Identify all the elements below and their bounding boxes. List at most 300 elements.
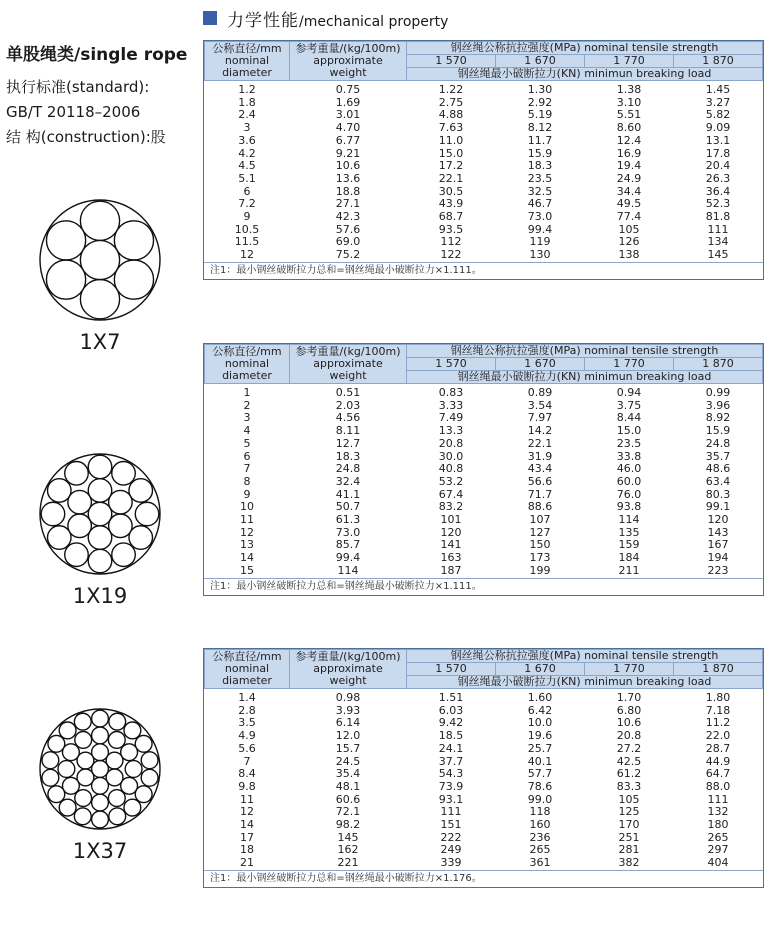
table-cell: 34.4 xyxy=(616,184,642,198)
table-cell: 4.88 xyxy=(438,108,464,122)
wire-shape xyxy=(46,221,85,260)
wire-shape xyxy=(42,752,59,769)
table-cell: 9.09 xyxy=(705,121,731,135)
table-cell: 2.4 xyxy=(238,108,256,122)
table-cell: 71.7 xyxy=(527,487,553,501)
table-cell: 6.14 xyxy=(335,716,361,730)
table-cell: 40.8 xyxy=(438,462,464,476)
wire-shape xyxy=(59,799,76,816)
table-cell: 6 xyxy=(243,184,251,198)
table-row xyxy=(205,173,763,186)
table-cell: 30.0 xyxy=(438,449,464,463)
table-cell: 2 xyxy=(243,398,251,412)
table-row xyxy=(205,501,763,514)
table-cell: 5.51 xyxy=(616,108,642,122)
table-cell: 64.7 xyxy=(705,767,731,781)
table-cell: 187 xyxy=(440,563,462,577)
table-cell: 3.10 xyxy=(616,95,642,109)
table-cell: 54.3 xyxy=(438,767,464,781)
table-row xyxy=(205,425,763,438)
table-cell: 236 xyxy=(529,830,551,844)
wire-shape xyxy=(88,549,112,573)
table-cell: 297 xyxy=(707,843,729,857)
table-cell: 98.2 xyxy=(335,818,361,832)
table-cell: 10.0 xyxy=(527,716,553,730)
table-cell: 5.6 xyxy=(238,741,256,755)
table-cell: 3 xyxy=(243,411,251,425)
table-cell: 8.44 xyxy=(616,411,642,425)
table-cell: 22.1 xyxy=(527,436,553,450)
table-cell: 5.82 xyxy=(705,108,731,122)
grade-header: 1 670 xyxy=(496,55,585,68)
weight-header: 参考重量/(kg/100m) approximate weight xyxy=(290,345,407,384)
wire-shape xyxy=(88,479,112,503)
table-cell: 135 xyxy=(618,525,640,539)
table-cell: 221 xyxy=(337,856,359,870)
grade-header: 1 870 xyxy=(674,663,763,676)
table-cell: 9 xyxy=(243,210,251,224)
table-cell: 18 xyxy=(240,843,254,857)
wire-shape xyxy=(124,722,141,739)
table-cell: 138 xyxy=(618,248,640,262)
table-cell: 7 xyxy=(243,462,251,476)
table-1x7 xyxy=(203,40,764,280)
rope-type-title: 单股绳类/single rope xyxy=(6,45,188,65)
wire-shape xyxy=(80,280,119,319)
table-cell: 122 xyxy=(440,248,462,262)
table-cell: 22.1 xyxy=(438,171,464,185)
table-cell: 12 xyxy=(240,525,254,539)
table-cell: 72.1 xyxy=(335,805,361,819)
table-cell: 46.7 xyxy=(527,197,553,211)
table-cell: 67.4 xyxy=(438,487,464,501)
table-row xyxy=(205,198,763,211)
table-cell: 99.4 xyxy=(335,551,361,565)
table-cell: 73.0 xyxy=(335,525,361,539)
table-cell: 5.1 xyxy=(238,171,256,185)
table-row xyxy=(205,489,763,502)
table-cell: 4.2 xyxy=(238,146,256,160)
table-cell: 8.4 xyxy=(238,767,256,781)
table-cell: 93.5 xyxy=(438,222,464,236)
table-row xyxy=(205,109,763,122)
table-row xyxy=(205,160,763,173)
rope-info xyxy=(6,40,201,150)
table-cell: 60.6 xyxy=(335,792,361,806)
table-cell: 194 xyxy=(707,551,729,565)
table-cell: 17.8 xyxy=(705,146,731,160)
table-cell: 99.1 xyxy=(705,500,731,514)
table-cell: 159 xyxy=(618,538,640,552)
table-cell: 11.5 xyxy=(234,235,260,249)
table-cell: 3.6 xyxy=(238,133,256,147)
diagram-1x19 xyxy=(30,450,170,608)
table-cell: 43.9 xyxy=(438,197,464,211)
table-cell: 18.3 xyxy=(527,159,553,173)
table-cell: 14 xyxy=(240,551,254,565)
table-cell: 145 xyxy=(337,830,359,844)
wire-shape xyxy=(135,735,152,752)
table-row xyxy=(205,527,763,540)
table-cell: 28.7 xyxy=(705,741,731,755)
table-cell: 14.2 xyxy=(527,424,553,438)
table-cell: 4.9 xyxy=(238,729,256,743)
table-cell: 26.3 xyxy=(705,171,731,185)
table-cell: 0.98 xyxy=(335,691,361,704)
table-cell: 15.7 xyxy=(335,741,361,755)
table-cell: 57.7 xyxy=(527,767,553,781)
table-cell: 40.1 xyxy=(527,754,553,768)
table-cell: 15.9 xyxy=(705,424,731,438)
table-cell: 24.8 xyxy=(705,436,731,450)
strand-1x7-icon xyxy=(36,196,164,324)
wire-shape xyxy=(40,454,160,574)
table-cell: 151 xyxy=(440,818,462,832)
table-cell: 1.2 xyxy=(238,83,256,96)
strength-header: 钢丝绳公称抗拉强度(MPa) nominal tensile strength xyxy=(407,42,763,55)
wire-shape xyxy=(48,735,65,752)
table-row xyxy=(205,412,763,425)
table-row xyxy=(205,122,763,135)
table-cell: 0.75 xyxy=(335,83,361,96)
table-cell: 8.11 xyxy=(335,424,361,438)
table-cell: 4.70 xyxy=(335,121,361,135)
table-row xyxy=(205,186,763,199)
table-cell: 0.94 xyxy=(616,386,642,399)
table-row xyxy=(205,476,763,489)
table-cell: 41.1 xyxy=(335,487,361,501)
wire-shape xyxy=(65,543,89,567)
table-cell: 111 xyxy=(707,792,729,806)
table-cell: 3.54 xyxy=(527,398,553,412)
table-cell: 48.1 xyxy=(335,779,361,793)
table-cell: 3.93 xyxy=(335,703,361,717)
table-cell: 9.8 xyxy=(238,779,256,793)
wire-shape xyxy=(42,769,59,786)
table-row xyxy=(205,844,763,857)
table-cell: 1.60 xyxy=(527,691,553,704)
table-cell: 68.7 xyxy=(438,210,464,224)
table-cell: 222 xyxy=(440,830,462,844)
table-cell: 3.27 xyxy=(705,95,731,109)
table-note: 注1：最小钢丝破断拉力总和=钢丝绳最小破断拉力×1.111。 xyxy=(204,262,763,279)
table-cell: 25.7 xyxy=(527,741,553,755)
grade-header: 1 870 xyxy=(674,358,763,371)
table-cell: 1.70 xyxy=(616,691,642,704)
table-row xyxy=(205,211,763,224)
table-cell: 46.0 xyxy=(616,462,642,476)
table-cell: 199 xyxy=(529,563,551,577)
table-cell: 112 xyxy=(440,235,462,249)
table-cell: 78.6 xyxy=(527,779,553,793)
table-cell: 119 xyxy=(529,235,551,249)
wire-shape xyxy=(109,490,133,514)
table-note: 注1：最小钢丝破断拉力总和=钢丝绳最小破断拉力×1.176。 xyxy=(204,870,763,887)
table-cell: 2.75 xyxy=(438,95,464,109)
wire-shape xyxy=(109,713,126,730)
diagram-1x7 xyxy=(30,196,170,354)
table-cell: 7.63 xyxy=(438,121,464,135)
table-cell: 127 xyxy=(529,525,551,539)
table-cell: 27.1 xyxy=(335,197,361,211)
table-cell: 111 xyxy=(440,805,462,819)
wire-shape xyxy=(48,786,65,803)
table-cell: 18.3 xyxy=(335,449,361,463)
wire-shape xyxy=(141,752,158,769)
table-cell: 0.89 xyxy=(527,386,553,399)
table-cell: 11.7 xyxy=(527,133,553,147)
table-cell: 12.0 xyxy=(335,729,361,743)
table-cell: 114 xyxy=(337,563,359,577)
strand-1x19-icon xyxy=(36,450,164,578)
table-cell: 63.4 xyxy=(705,474,731,488)
table-cell: 125 xyxy=(618,805,640,819)
table-cell: 8.92 xyxy=(705,411,731,425)
table-cell: 85.7 xyxy=(335,538,361,552)
table-cell: 7 xyxy=(243,754,251,768)
table-cell: 10 xyxy=(240,500,254,514)
wire-shape xyxy=(92,710,109,727)
table-cell: 249 xyxy=(440,843,462,857)
table-cell: 57.6 xyxy=(335,222,361,236)
wire-shape xyxy=(88,502,112,526)
table-cell: 36.4 xyxy=(705,184,731,198)
table-cell: 1.69 xyxy=(335,95,361,109)
table-cell: 6 xyxy=(243,449,251,463)
table-cell: 30.5 xyxy=(438,184,464,198)
table-cell: 118 xyxy=(529,805,551,819)
table-row xyxy=(205,148,763,161)
table-cell: 18.8 xyxy=(335,184,361,198)
table-cell: 13.3 xyxy=(438,424,464,438)
table-cell: 223 xyxy=(707,563,729,577)
diagram-1x37 xyxy=(30,705,170,863)
wire-shape xyxy=(135,786,152,803)
table-cell: 56.6 xyxy=(527,474,553,488)
table-row xyxy=(205,249,763,262)
table-row xyxy=(205,781,763,794)
table-row xyxy=(205,400,763,413)
table-cell: 4 xyxy=(243,424,251,438)
table-cell: 15.9 xyxy=(527,146,553,160)
table-cell: 4.56 xyxy=(335,411,361,425)
table-row xyxy=(205,705,763,718)
table-row xyxy=(205,552,763,565)
table-cell: 44.9 xyxy=(705,754,731,768)
diameter-header: 公称直径/mm nominal diameter xyxy=(205,42,290,81)
diameter-header: 公称直径/mm nominal diameter xyxy=(205,345,290,384)
grade-header: 1 770 xyxy=(585,358,674,371)
diagram-label: 1X19 xyxy=(72,584,128,608)
table-cell: 1.22 xyxy=(438,83,464,96)
table-cell: 19.6 xyxy=(527,729,553,743)
table-cell: 7.97 xyxy=(527,411,553,425)
table-cell: 3 xyxy=(243,121,251,135)
table-cell: 9.42 xyxy=(438,716,464,730)
table-cell: 27.2 xyxy=(616,741,642,755)
table-cell: 23.5 xyxy=(616,436,642,450)
table-cell: 160 xyxy=(529,818,551,832)
wire-shape xyxy=(58,761,75,778)
diagram-label: 1X7 xyxy=(79,330,121,354)
wire-shape xyxy=(80,240,119,279)
table-cell: 7.2 xyxy=(238,197,256,211)
table-row xyxy=(205,717,763,730)
wire-shape xyxy=(92,727,109,744)
table-cell: 11 xyxy=(240,792,254,806)
table-cell: 0.83 xyxy=(438,386,464,399)
wire-shape xyxy=(125,761,142,778)
breaking-load-header: 钢丝绳最小破断拉力(KN) minimun breaking load xyxy=(407,676,763,689)
table-cell: 1.4 xyxy=(238,691,256,704)
table-cell: 80.3 xyxy=(705,487,731,501)
wire-shape xyxy=(109,514,133,538)
table-cell: 9.21 xyxy=(335,146,361,160)
standard-value: GB/T 20118–2006 xyxy=(6,103,141,121)
wire-shape xyxy=(75,732,92,749)
table-cell: 7.18 xyxy=(705,703,731,717)
strength-header: 钢丝绳公称抗拉强度(MPa) nominal tensile strength xyxy=(407,650,763,663)
table-cell: 31.9 xyxy=(527,449,553,463)
table-cell: 143 xyxy=(707,525,729,539)
table-cell: 20.8 xyxy=(616,729,642,743)
table-cell: 43.4 xyxy=(527,462,553,476)
table-cell: 17 xyxy=(240,830,254,844)
table-cell: 60.0 xyxy=(616,474,642,488)
table-cell: 6.42 xyxy=(527,703,553,717)
wire-shape xyxy=(92,794,109,811)
table-cell: 1.45 xyxy=(705,83,731,96)
table-cell: 13.1 xyxy=(705,133,731,147)
table-cell: 150 xyxy=(529,538,551,552)
table-cell: 5 xyxy=(243,436,251,450)
table-cell: 180 xyxy=(707,818,729,832)
table-cell: 132 xyxy=(707,805,729,819)
table-cell: 107 xyxy=(529,513,551,527)
standard-label: 执行标准(standard): xyxy=(6,78,150,96)
wire-shape xyxy=(74,713,91,730)
table-cell: 20.8 xyxy=(438,436,464,450)
table-row xyxy=(205,438,763,451)
table-cell: 382 xyxy=(618,856,640,870)
table-cell: 2.03 xyxy=(335,398,361,412)
strength-header: 钢丝绳公称抗拉强度(MPa) nominal tensile strength xyxy=(407,345,763,358)
table-cell: 8.12 xyxy=(527,121,553,135)
table-cell: 99.0 xyxy=(527,792,553,806)
table-cell: 162 xyxy=(337,843,359,857)
table-row xyxy=(205,857,763,870)
section-header xyxy=(203,6,448,30)
grade-header: 1 870 xyxy=(674,55,763,68)
table-cell: 32.5 xyxy=(527,184,553,198)
table-cell: 37.7 xyxy=(438,754,464,768)
grade-header: 1 770 xyxy=(585,55,674,68)
table-row xyxy=(205,819,763,832)
table-cell: 15 xyxy=(240,563,254,577)
wire-shape xyxy=(92,811,109,828)
table-row xyxy=(205,743,763,756)
table-cell: 13 xyxy=(240,538,254,552)
table-cell: 12.7 xyxy=(335,436,361,450)
table-cell: 73.9 xyxy=(438,779,464,793)
table-cell: 32.4 xyxy=(335,474,361,488)
table-cell: 101 xyxy=(440,513,462,527)
table-cell: 88.6 xyxy=(527,500,553,514)
grade-header: 1 570 xyxy=(407,55,496,68)
table-1x19 xyxy=(203,343,764,596)
table-cell: 24.9 xyxy=(616,171,642,185)
grade-header: 1 570 xyxy=(407,358,496,371)
table-cell: 24.8 xyxy=(335,462,361,476)
table-cell: 21 xyxy=(240,856,254,870)
table-row xyxy=(205,236,763,249)
table-row xyxy=(205,451,763,464)
table-cell: 8.60 xyxy=(616,121,642,135)
table-cell: 12 xyxy=(240,248,254,262)
table-cell: 81.8 xyxy=(705,210,731,224)
construction-label: 结 构(construction):股 xyxy=(6,128,166,146)
table-cell: 361 xyxy=(529,856,551,870)
table-cell: 42.3 xyxy=(335,210,361,224)
table-cell: 99.4 xyxy=(527,222,553,236)
table-cell: 24.1 xyxy=(438,741,464,755)
table-cell: 33.8 xyxy=(616,449,642,463)
wire-shape xyxy=(109,808,126,825)
table-cell: 50.7 xyxy=(335,500,361,514)
wire-shape xyxy=(68,490,92,514)
table-cell: 145 xyxy=(707,248,729,262)
table-cell: 4.5 xyxy=(238,159,256,173)
table-cell: 20.4 xyxy=(705,159,731,173)
table-cell: 11 xyxy=(240,513,254,527)
wire-shape xyxy=(124,799,141,816)
table-cell: 19.4 xyxy=(616,159,642,173)
table-cell: 61.3 xyxy=(335,513,361,527)
table-cell: 9 xyxy=(243,487,251,501)
strand-1x37-icon xyxy=(36,705,164,833)
table-cell: 211 xyxy=(618,563,640,577)
wire-shape xyxy=(80,201,119,240)
table-row xyxy=(205,756,763,769)
wire-shape xyxy=(112,462,136,486)
table-cell: 1.80 xyxy=(705,691,731,704)
table-cell: 10.6 xyxy=(335,159,361,173)
table-row xyxy=(205,768,763,781)
wire-shape xyxy=(74,808,91,825)
table-cell: 8 xyxy=(243,474,251,488)
table-row xyxy=(205,794,763,807)
wire-shape xyxy=(129,479,153,503)
table-cell: 83.2 xyxy=(438,500,464,514)
table-cell: 265 xyxy=(707,830,729,844)
table-cell: 1 xyxy=(243,386,251,399)
table-row xyxy=(205,224,763,237)
grade-header: 1 770 xyxy=(585,663,674,676)
table-cell: 35.4 xyxy=(335,767,361,781)
table-cell: 24.5 xyxy=(335,754,361,768)
table-cell: 2.92 xyxy=(527,95,553,109)
table-cell: 120 xyxy=(707,513,729,527)
table-cell: 339 xyxy=(440,856,462,870)
table-cell: 83.3 xyxy=(616,779,642,793)
wire-shape xyxy=(48,479,72,503)
table-cell: 7.49 xyxy=(438,411,464,425)
table-cell: 281 xyxy=(618,843,640,857)
table-cell: 88.0 xyxy=(705,779,731,793)
table-cell: 11.0 xyxy=(438,133,464,147)
wire-shape xyxy=(46,260,85,299)
table-cell: 93.1 xyxy=(438,792,464,806)
